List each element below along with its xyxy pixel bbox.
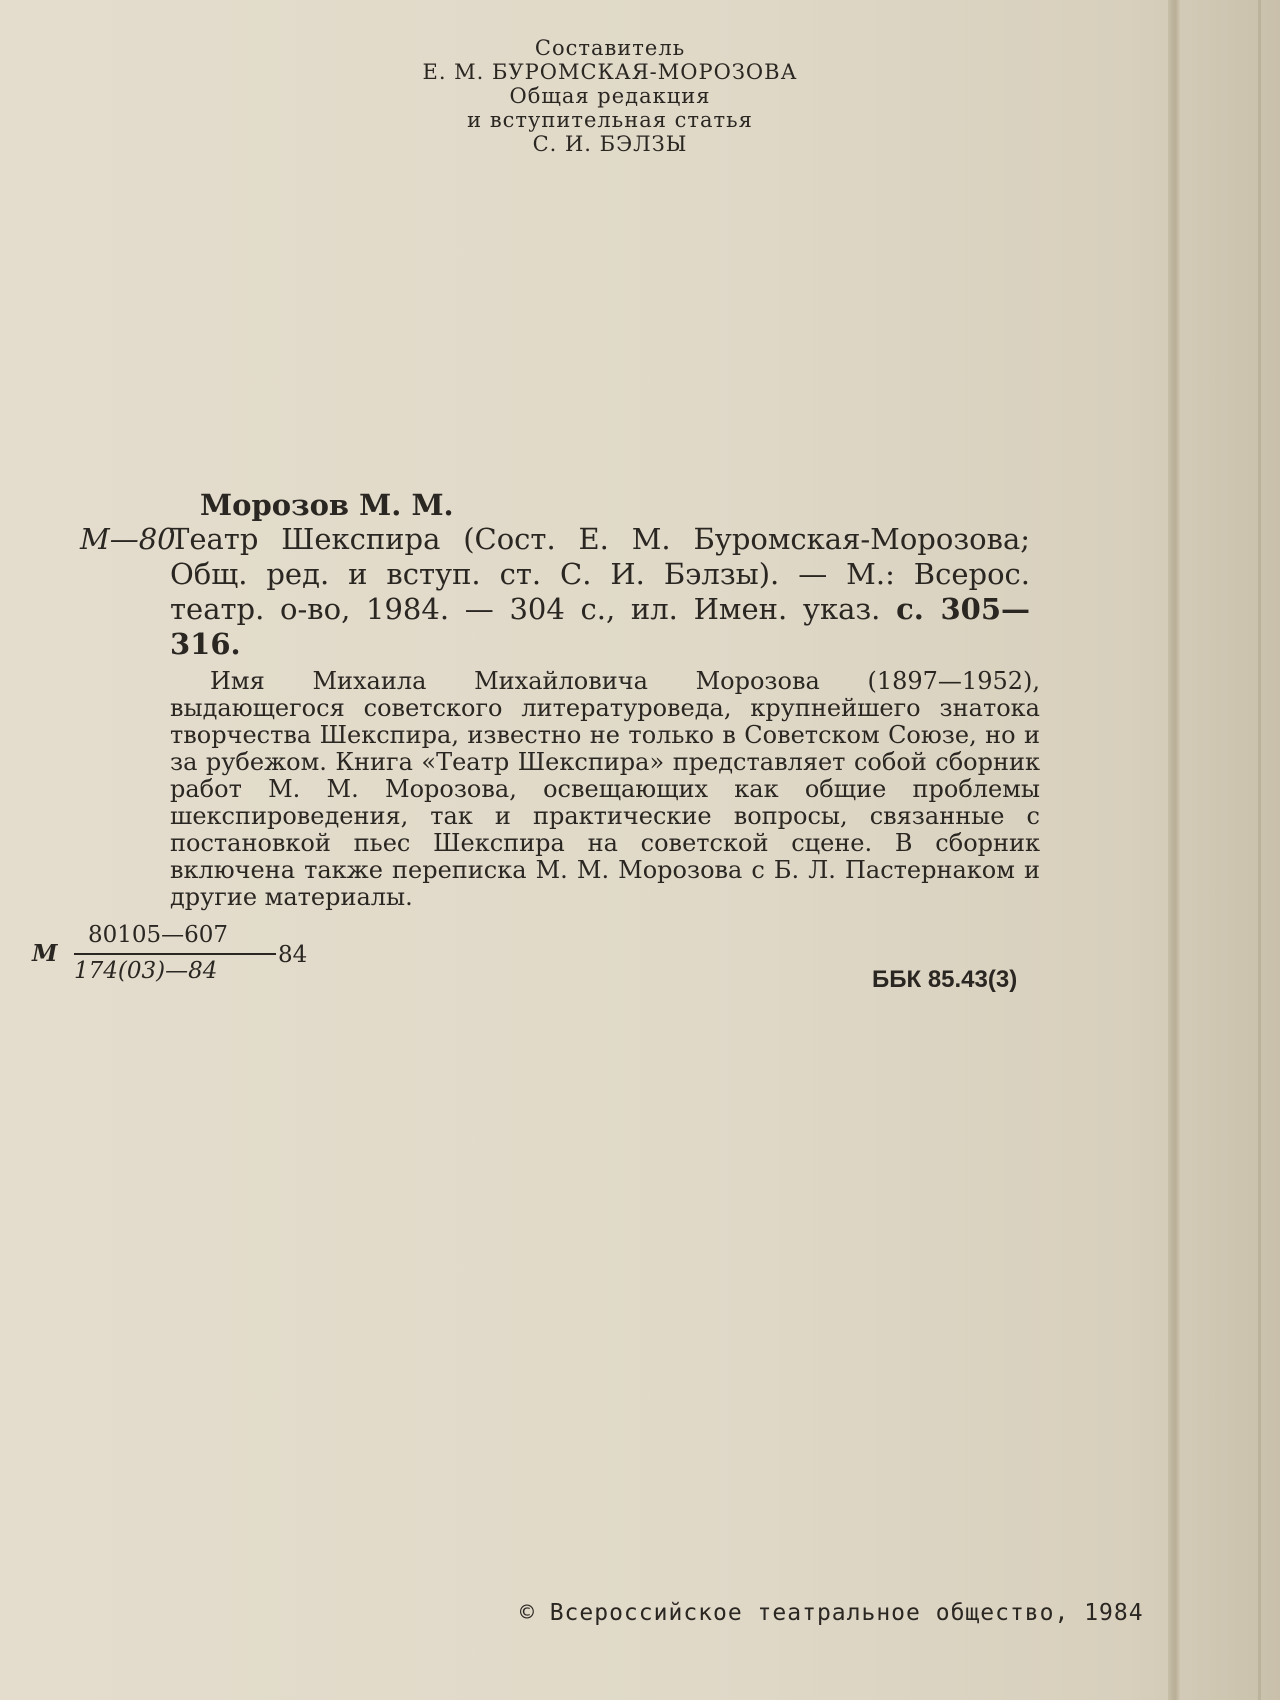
index-suffix: 84 — [278, 942, 308, 968]
compiler-name: Е. М. БУРОМСКАЯ-МОРОЗОВА — [422, 60, 798, 84]
page-edge-outer — [1258, 0, 1261, 1700]
copyright-line: © Всероссийское театральное общество, 1984 — [520, 1600, 1144, 1626]
entry-author: Морозов М. М. — [200, 488, 454, 522]
bibliography-text: Театр Шекспира (Сост. Е. М. Буромская-Морозова; Общ. ред. и вступ. ст. С. И. Бэлзы). — М.: Всерос. театр. о-во, 1984. — 304 с., ил. Имен. указ. — [170, 522, 1030, 626]
editor-name: С. И. БЭЛЗЫ — [532, 132, 688, 156]
page-edge — [1168, 0, 1180, 1700]
index-denominator: 174(03)—84 — [74, 958, 218, 984]
bibliography-pages: с. 305—316. — [170, 592, 1031, 661]
credits-block — [370, 36, 850, 156]
entry-code: М—80 — [80, 522, 176, 556]
article-label: и вступительная статья — [467, 108, 753, 132]
entry-bibliography — [170, 522, 1030, 662]
annotation-paragraph: Имя Михаила Михайловича Морозова (1897—1952), выдающегося советского литературоведа, крупнейшего знатока творчества Шекспира, известно не только в Советском Союзе, но и за рубежом. Книга «Театр Шекспира» представляет собой сборник работ М. М. Морозова, освещающих как общие проблемы шекспироведения, так и практические вопросы, связанные с постановкой пьес Шекспира на советской сцене. В сборник включена также переписка М. М. Морозова с Б. Л. Пастернаком и другие материалы. — [170, 667, 1040, 911]
compiler-label: Составитель — [534, 36, 686, 60]
bbk-code: ББК 85.43(3) — [872, 966, 1018, 993]
index-numerator: 80105—607 — [88, 922, 229, 948]
editor-label: Общая редакция — [509, 84, 711, 108]
index-letter: М — [32, 940, 58, 967]
index-code — [32, 922, 308, 992]
fraction-bar — [74, 953, 276, 955]
